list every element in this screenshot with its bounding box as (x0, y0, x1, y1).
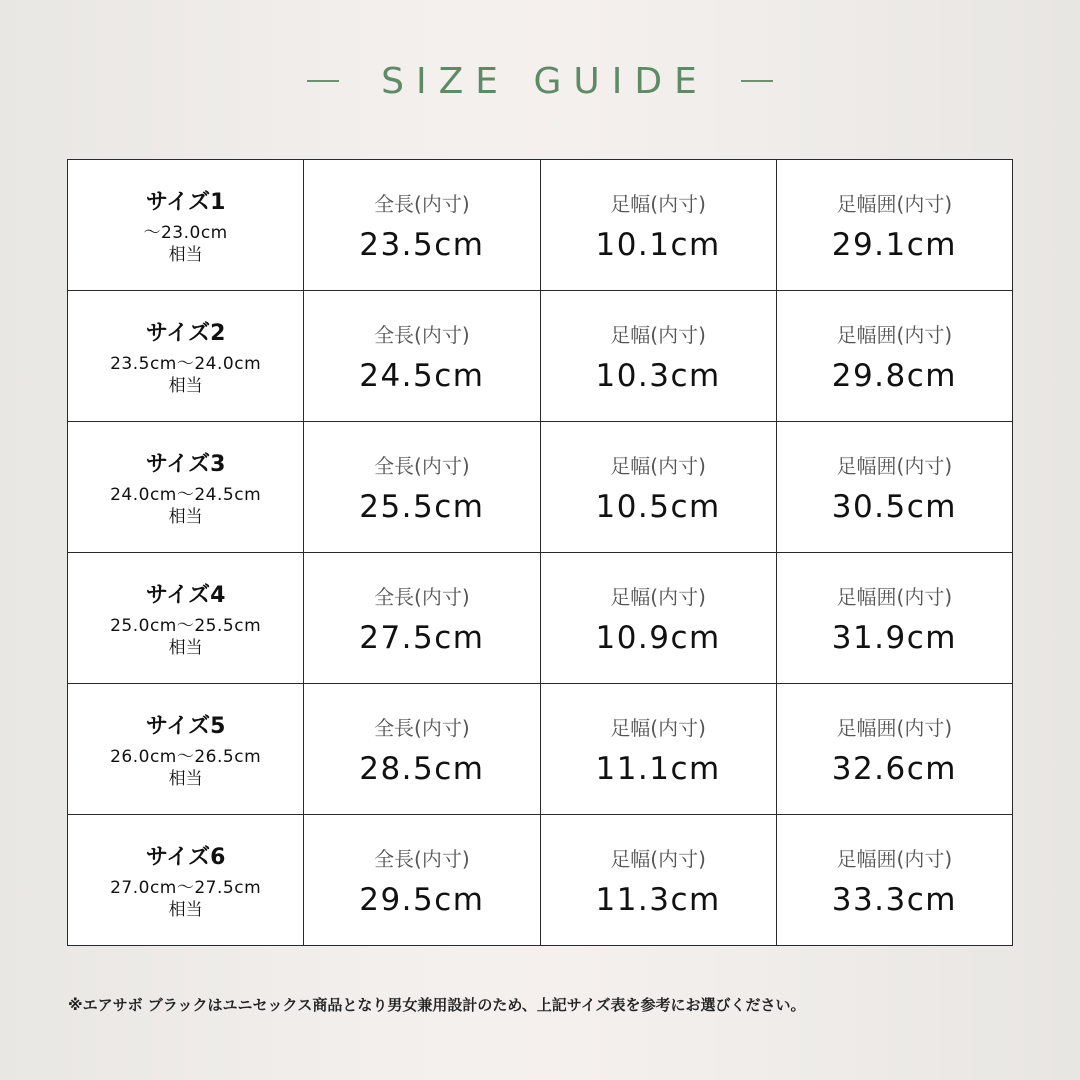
length-value: 24.5cm (359, 357, 485, 394)
girth-label: 足幅囲(内寸) (836, 191, 953, 216)
length-value: 25.5cm (359, 488, 485, 525)
size-row (68, 815, 1013, 946)
size-equivalent: 相当 (168, 637, 203, 658)
size-name: サイズ3 (145, 451, 226, 477)
width-cell (540, 684, 776, 815)
size-name: サイズ4 (145, 582, 226, 608)
girth-cell (776, 422, 1012, 553)
size-range: 25.0cm〜25.5cm (110, 615, 262, 636)
length-cell (304, 815, 540, 946)
length-label: 全長(内寸) (374, 191, 470, 216)
width-value: 10.1cm (595, 226, 721, 263)
length-label: 全長(内寸) (374, 584, 470, 609)
size-row (68, 422, 1013, 553)
size-cell (68, 422, 304, 553)
width-label: 足幅(内寸) (610, 584, 706, 609)
width-cell (540, 291, 776, 422)
size-equivalent: 相当 (168, 899, 203, 920)
size-range: 23.5cm〜24.0cm (110, 353, 262, 374)
girth-value: 29.8cm (831, 357, 957, 394)
girth-label: 足幅囲(内寸) (836, 846, 953, 871)
width-label: 足幅(内寸) (610, 453, 706, 478)
size-table-body (68, 160, 1013, 946)
size-range: 27.0cm〜27.5cm (110, 877, 262, 898)
length-value: 28.5cm (359, 750, 485, 787)
size-cell (68, 291, 304, 422)
girth-label: 足幅囲(内寸) (836, 715, 953, 740)
size-row (68, 553, 1013, 684)
girth-cell (776, 815, 1012, 946)
size-name: サイズ1 (145, 189, 226, 215)
size-range: 〜23.0cm (143, 222, 228, 243)
width-cell (540, 815, 776, 946)
girth-label: 足幅囲(内寸) (836, 322, 953, 347)
size-cell (68, 815, 304, 946)
girth-value: 31.9cm (831, 619, 957, 656)
width-cell (540, 160, 776, 291)
girth-label: 足幅囲(内寸) (836, 584, 953, 609)
size-range: 26.0cm〜26.5cm (110, 746, 262, 767)
width-label: 足幅(内寸) (610, 322, 706, 347)
title-dash-left (307, 80, 339, 82)
girth-cell (776, 160, 1012, 291)
length-cell (304, 291, 540, 422)
width-cell (540, 553, 776, 684)
size-row (68, 291, 1013, 422)
girth-cell (776, 553, 1012, 684)
width-value: 10.3cm (595, 357, 721, 394)
width-label: 足幅(内寸) (610, 191, 706, 216)
length-label: 全長(内寸) (374, 715, 470, 740)
size-cell (68, 553, 304, 684)
size-name: サイズ2 (145, 320, 226, 346)
size-equivalent: 相当 (168, 375, 203, 396)
girth-value: 32.6cm (831, 750, 957, 787)
length-cell (304, 422, 540, 553)
size-cell (68, 684, 304, 815)
width-cell (540, 422, 776, 553)
size-name: サイズ6 (145, 844, 226, 870)
size-row (68, 160, 1013, 291)
title-bar (0, 56, 1080, 106)
size-cell (68, 160, 304, 291)
length-value: 29.5cm (359, 881, 485, 918)
girth-cell (776, 684, 1012, 815)
width-label: 足幅(内寸) (610, 846, 706, 871)
length-value: 27.5cm (359, 619, 485, 656)
size-equivalent: 相当 (168, 244, 203, 265)
page-title: SIZE GUIDE (381, 60, 709, 102)
girth-cell (776, 291, 1012, 422)
size-equivalent: 相当 (168, 768, 203, 789)
girth-value: 33.3cm (831, 881, 957, 918)
width-value: 10.9cm (595, 619, 721, 656)
length-cell (304, 553, 540, 684)
width-value: 11.3cm (595, 881, 721, 918)
size-name: サイズ5 (145, 713, 226, 739)
size-table (67, 159, 1013, 946)
footnote: ※エアサボ ブラックはユニセックス商品となり男女兼用設計のため、上記サイズ表を参考にお選びください。 (68, 996, 806, 1014)
girth-value: 30.5cm (831, 488, 957, 525)
length-label: 全長(内寸) (374, 322, 470, 347)
size-equivalent: 相当 (168, 506, 203, 527)
width-label: 足幅(内寸) (610, 715, 706, 740)
length-cell (304, 684, 540, 815)
width-value: 11.1cm (595, 750, 721, 787)
length-value: 23.5cm (359, 226, 485, 263)
length-label: 全長(内寸) (374, 453, 470, 478)
title-dash-right (741, 80, 773, 82)
size-row (68, 684, 1013, 815)
size-range: 24.0cm〜24.5cm (110, 484, 262, 505)
girth-label: 足幅囲(内寸) (836, 453, 953, 478)
length-label: 全長(内寸) (374, 846, 470, 871)
width-value: 10.5cm (595, 488, 721, 525)
length-cell (304, 160, 540, 291)
girth-value: 29.1cm (831, 226, 957, 263)
